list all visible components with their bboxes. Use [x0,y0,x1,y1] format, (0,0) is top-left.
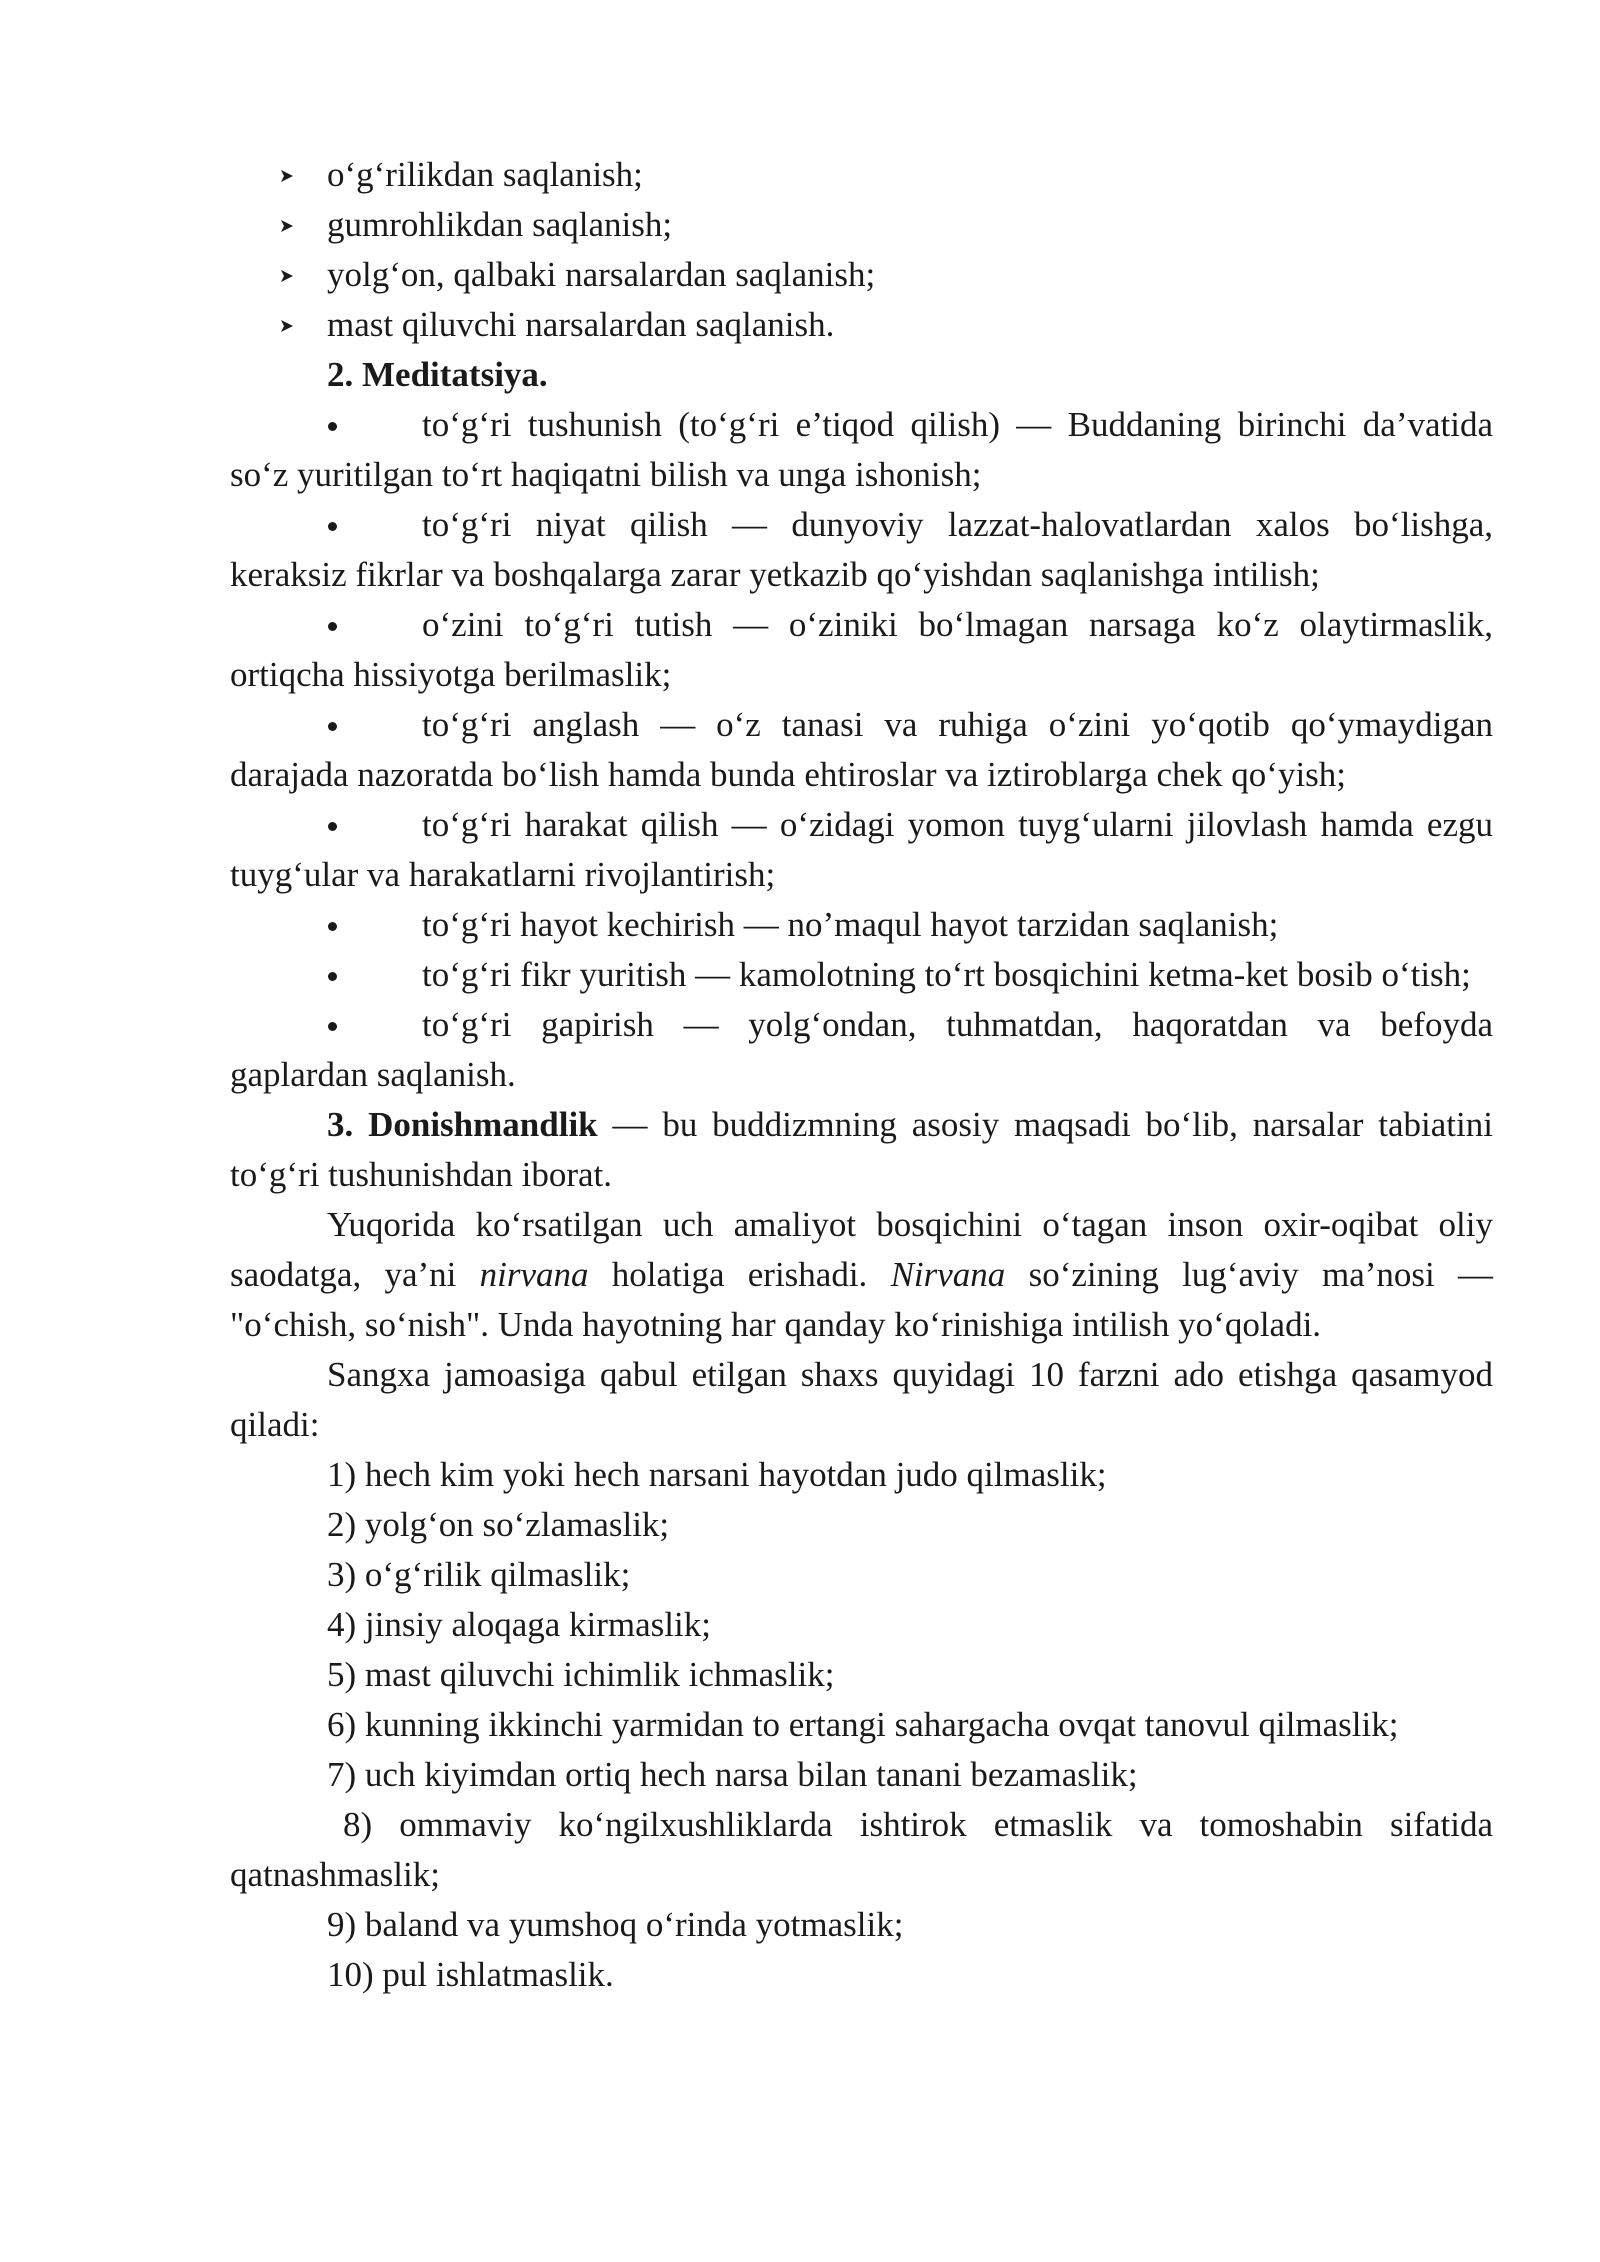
bullet-dot-icon [328,822,337,831]
list-item-text: o‘g‘rilikdan saqlanish; [327,155,643,194]
list-item [230,150,1493,200]
section-heading-meditation: 2. Meditatsiya. [327,355,548,394]
meditation-list [230,400,1493,1100]
wisdom-text: — bu buddizmning asosiy maqsadi bo‘lib, narsalar tabiatini to‘g‘ri tushunishdan iborat. [230,1105,1493,1194]
nirvana-paragraph [230,1200,1493,1350]
list-item-text: to‘g‘ri fikr yuritish — kamolotning to‘rt bosqichini ketma-ket bosib o‘tish; [422,955,1471,994]
vows-list [230,1450,1493,2000]
list-item [230,500,1493,600]
list-item: 8) ommaviy ko‘ngilxushliklarda ishtirok etmaslik va tomoshabin sifatida qatnashmaslik; [230,1805,1493,1894]
list-item-text: to‘g‘ri gapirish — yolg‘ondan, tuhmatdan, haqoratdan va befoyda gaplardan saqlanish. [230,1005,1493,1094]
bullet-dot-icon [328,972,337,981]
list-item [230,900,1493,950]
list-item-text: yolg‘on, qalbaki narsalardan saqlanish; [327,255,876,294]
nirvana-text-2: holatiga erishadi. [588,1255,891,1294]
list-item [230,1000,1493,1100]
list-item-text: to‘g‘ri anglash — o‘z tanasi va ruhiga o‘zini yo‘qotib qo‘ymaydigan darajada nazoratda bo‘lish hamda bunda ehtiroslar va iztiroblarga chek qo‘yish; [230,705,1493,794]
list-item: 4) jinsiy aloqaga kirmaslik; [327,1605,711,1644]
bullet-dot-icon [328,622,337,631]
list-item-text: to‘g‘ri niyat qilish — dunyoviy lazzat-halovatlardan xalos bo‘lishga, keraksiz fikrlar va boshqalarga zarar yetkazib qo‘yishdan saqlanishga intilish; [230,505,1493,594]
list-item: 6) kunning ikkinchi yarmidan to ertangi sahargacha ovqat tanovul qilmaslik; [327,1705,1399,1744]
list-item: 10) pul ishlatmaslik. [327,1955,614,1994]
list-item [230,200,1493,250]
list-item [230,300,1493,350]
list-item-text: to‘g‘ri hayot kechirish — no’maqul hayot tarzidan saqlanish; [422,905,1279,944]
list-item [230,950,1493,1000]
wisdom-paragraph [230,1100,1493,1200]
list-item: 3) o‘g‘rilik qilmaslik; [327,1555,631,1594]
nirvana-text-1: Yuqorida ko‘rsatilgan uch amaliyot bosqichini o‘tagan inson oxir-oqibat oliy saodatga, ya’ni [230,1205,1493,1294]
list-item-text: mast qiluvchi narsalardan saqlanish. [327,305,835,344]
bullet-dot-icon [328,422,337,431]
nirvana-text-3: so‘zining lug‘aviy ma’nosi — "o‘chish, so‘nish". Unda hayotning har qanday ko‘rinishiga intilish yo‘qoladi. [230,1255,1493,1344]
arrow-bullet-icon [279,268,295,284]
list-item: 1) hech kim yoki hech narsani hayotdan judo qilmaslik; [327,1455,1107,1494]
list-item-text: to‘g‘ri tushunish (to‘g‘ri e’tiqod qilish) — Buddaning birinchi da’vatida so‘z yuritilgan to‘rt haqiqatni bilish va unga ishonish; [230,405,1493,494]
nirvana-term-1: nirvana [479,1255,589,1294]
bullet-dot-icon [328,722,337,731]
wisdom-term: 3. Donishmandlik [327,1105,598,1144]
sangha-intro-paragraph: Sangxa jamoasiga qabul etilgan shaxs quyidagi 10 farzni ado etishga qasamyod qiladi: [230,1355,1493,1444]
bullet-dot-icon [328,922,337,931]
precepts-list [230,150,1493,350]
bullet-dot-icon [328,1022,337,1031]
arrow-bullet-icon [279,168,295,184]
list-item-text: o‘zini to‘g‘ri tutish — o‘ziniki bo‘lmagan narsaga ko‘z olaytirmaslik, ortiqcha hissiyotga berilmaslik; [230,605,1493,694]
list-item [230,600,1493,700]
nirvana-term-2: Nirvana [890,1255,1006,1294]
list-item-text: to‘g‘ri harakat qilish — o‘zidagi yomon tuyg‘ularni jilovlash hamda ezgu tuyg‘ular va harakatlarni rivojlantirish; [230,805,1493,894]
list-item: 7) uch kiyimdan ortiq hech narsa bilan tanani bezamaslik; [327,1755,1138,1794]
arrow-bullet-icon [279,218,295,234]
list-item: 2) yolg‘on so‘zlamaslik; [327,1505,670,1544]
list-item: 5) mast qiluvchi ichimlik ichmaslik; [327,1655,835,1694]
list-item-text: gumrohlikdan saqlanish; [327,205,673,244]
list-item [230,400,1493,500]
bullet-dot-icon [328,522,337,531]
list-item [230,800,1493,900]
arrow-bullet-icon [279,318,295,334]
document-page [230,150,1493,2000]
list-item: 9) baland va yumshoq o‘rinda yotmaslik; [327,1905,904,1944]
list-item [230,700,1493,800]
list-item [230,250,1493,300]
